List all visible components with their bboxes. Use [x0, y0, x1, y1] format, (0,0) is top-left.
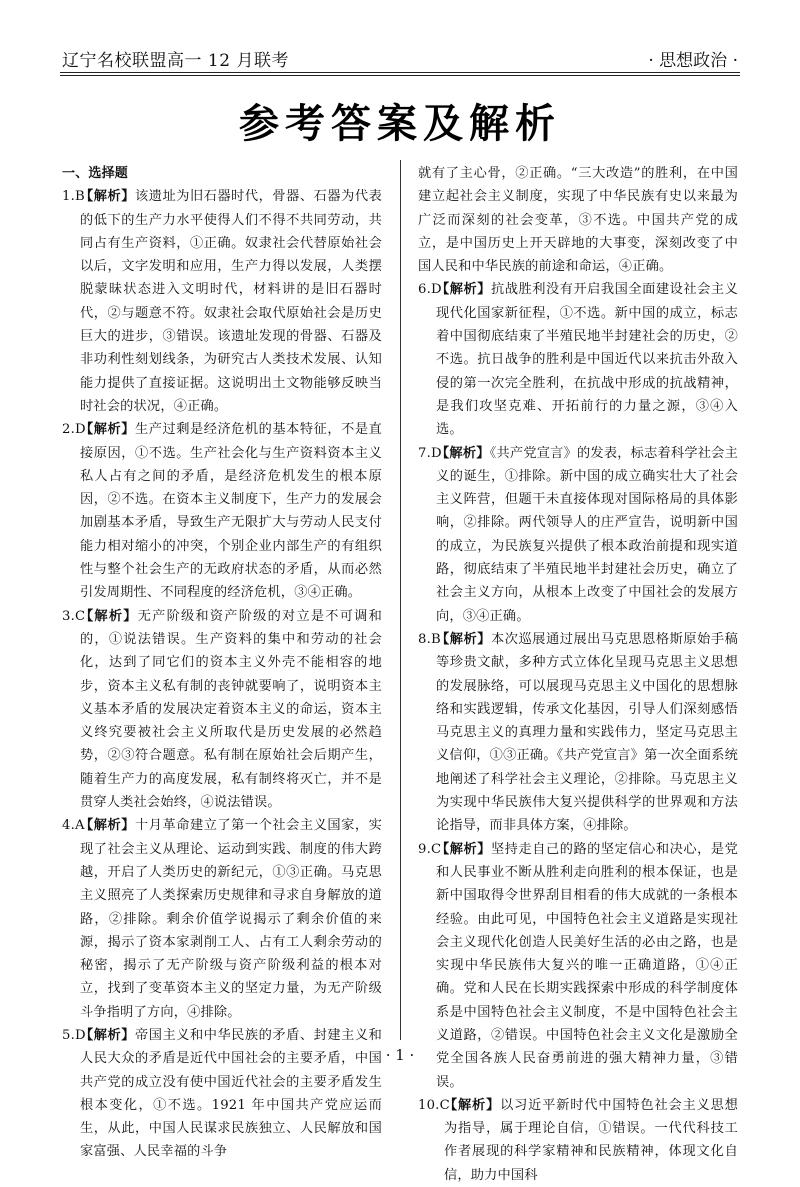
answer-item [418, 442, 738, 628]
answer-number: 2.D [62, 422, 86, 438]
answer-item [418, 628, 738, 838]
analysis-tag: 【解析】 [80, 189, 135, 205]
section-heading: 一、选择题 [62, 166, 129, 181]
answer-item [418, 278, 738, 441]
answer-text: 该遗址为旧石器时代，骨器、石器为代表的低下的生产力水平使得人们不得不共同劳动，共同占有生产资料，①正确。奴隶社会代替原始社会以后，文字发明和应用，生产力得以发展，人类摆脱蒙昧状态进入文明时代，材料讲的是旧石器时代，②与题意不符。奴隶社会取代原始社会是历史巨大的进步，③错误。该遗址发现的骨器、石器及非功利性刻划线条，为研究古人类技术发展、认知能力提供了直接证据。这说明出土文物能够反映当时社会的状况，④正确。 [80, 189, 382, 414]
analysis-tag: 【解析】 [80, 608, 138, 624]
page-title: 参考答案及解析 [239, 101, 561, 147]
header-rule [60, 72, 740, 73]
answer-text: 无产阶级和资产阶级的对立是不可调和的，①说法错误。生产资料的集中和劳动的社会化，达到了同它们的资本主义外壳不能相容的地步，资本主义私有制的丧钟就要响了，说明资本主义基本矛盾的发展决定着资本主义的命运，资本主义终究要被社会主义所取代是历史发展的必然趋势，②③符合题意。私有制在原始社会后期产生，随着生产力的高度发展，私有制终将灭亡，并不是贯穿人类社会始终，④说法错误。 [80, 608, 382, 811]
answer-item [62, 1024, 382, 1164]
answer-text: 以习近平新时代中国特色社会主义思想为指导，属于理论自信，①错误。一代代科技工作者展现的科学家精神和民族精神，体现文化自信，助力中国科 [444, 1097, 738, 1183]
exam-name: 辽宁名校联盟高一 12 月联考 [62, 51, 289, 71]
answer-number: 4.A [62, 818, 85, 834]
answer-text: 生产过剩是经济危机的基本特征，不是直接原因，①不选。生产社会化与生产资料资本主义私人占有之间的矛盾，是经济危机发生的根本原因，②不选。在资本主义制度下，生产力的发展会加剧基本矛盾，导致生产无限扩大与劳动人民支付能力相对缩小的冲突，个别企业内部生产的有组织性与整个社会生产的无政府状态的矛盾，从而必然引发周期性、不同程度的经济危机，③④正确。 [80, 422, 382, 601]
analysis-tag: 【解析】 [436, 445, 490, 461]
answer-text: 帝国主义和中华民族的矛盾、封建主义和人民大众的矛盾是近代中国社会的主要矛盾，中国共产党的成立没有使中国近代社会的主要矛盾发生根本变化，①不选。1921 年中国共产党应运而生，从此，中国人民谋求民族独立、人民解放和国家富强、人民幸福的斗争 [80, 1027, 382, 1160]
answer-text: 《共产党宣言》的发表，标志着科学社会主义的诞生，①排除。新中国的成立确实壮大了社会主义阵营，但题干未直接体现对国际格局的具体影响，②排除。两代领导人的庄严宣告，说明新中国的成立，为民族复兴提供了根本政治前提和现实道路，彻底结束了半殖民地半封建社会历史，确立了社会主义方向，从根本上改变了中国社会的发展方向，③④正确。 [436, 445, 738, 624]
answer-text: 本次巡展通过展出马克思恩格斯原始手稿等珍贵文献，多种方式立体化呈现马克思主义思想的发展脉络，可以展现马克思主义中国化的思想脉络和实践逻辑，传承文化基因，引导人们深刻感悟马克思主义的真理力量和实践伟力，坚定马克思主义信仰，①③正确。《共产党宣言》第一次全面系统地阐述了科学社会主义理论，②排除。马克思主义为实现中华民族伟大复兴提供科学的世界观和方法论指导，而非具体方案，④排除。 [436, 631, 738, 834]
answer-number: 6.D [418, 282, 442, 298]
answer-text: 十月革命建立了第一个社会主义国家，实现了社会主义从理论、运动到实践、制度的伟大跨越，开启了人类历史的新纪元，①③正确。马克思主义照亮了人类探索历史规律和寻求自身解放的道路，②排除。剩余价值学说揭示了剩余价值的来源，揭示了资本家剥削工人、占有工人剩余劳动的秘密，揭示了无产阶级与资产阶级利益的根本对立，找到了变革资本主义的坚定力量，为无产阶级斗争指明了方向，④排除。 [80, 818, 382, 1020]
page-number: · 1 · [385, 1046, 415, 1064]
answer-number: 7.D [418, 445, 442, 461]
analysis-tag: 【解析】 [436, 841, 491, 857]
answer-item [62, 605, 382, 815]
analysis-tag: 【解析】 [80, 1027, 135, 1043]
answer-number: 5.D [62, 1027, 86, 1043]
answer-item [418, 1094, 738, 1187]
answer-item [62, 418, 382, 604]
page-header [60, 42, 740, 72]
analysis-tag: 【解析】 [80, 422, 135, 438]
answer-text: 就有了主心骨，②正确。“三大改造”的胜利，在中国建立起社会主义制度，实现了中华民族有史以来最为广泛而深刻的社会变革，③不选。中国共产党的成立，是中国历史上开天辟地的大事变，深刻改变了中国人民和中华民族的前途和命运，④正确。 [418, 166, 738, 275]
answer-number: 10.C [418, 1097, 450, 1113]
left-column [62, 162, 382, 1164]
analysis-tag: 【解析】 [444, 1097, 501, 1113]
analysis-tag: 【解析】 [436, 282, 491, 298]
answer-text: 坚持走自己的路的坚定信心和决心，是党和人民事业不断从胜利走向胜利的根本保证，也是新中国取得令世界刮目相看的伟大成就的一条根本经验。由此可见，中国特色社会主义道路是实现社会主义现代化创造人民美好生活的必由之路，也是实现中华民族伟大复兴的唯一正确道路，①④正确。党和人民在长期实践探索中形成的科学制度体系是中国特色社会主义制度，不是中国特色社会主义道路，②错误。中国特色社会主义文化是激励全党全国各族人民奋勇前进的强大精神力量，③错误。 [436, 841, 738, 1090]
header-rule-double [60, 75, 740, 76]
answer-number: 8.B [418, 631, 441, 647]
answer-item [418, 162, 738, 278]
right-column [418, 162, 738, 1187]
subject-name: · 思想政治 · [648, 51, 738, 71]
answer-item [62, 185, 382, 418]
analysis-tag: 【解析】 [80, 818, 135, 834]
column-divider [400, 160, 401, 1040]
analysis-tag: 【解析】 [436, 631, 491, 647]
answer-number: 9.C [418, 841, 442, 857]
answer-text: 抗战胜利没有开启我国全面建设社会主义现代化国家新征程，①不选。新中国的成立，标志着中国彻底结束了半殖民地半封建社会的历史，②不选。抗日战争的胜利是中国近代以来抗击外敌入侵的第一次完全胜利，在抗战中形成的抗战精神，是我们攻坚克难、开拓前行的力量之源，③④入选。 [436, 282, 738, 438]
answer-number: 1.B [62, 189, 85, 205]
answer-item [62, 814, 382, 1024]
answer-number: 3.C [62, 608, 86, 624]
